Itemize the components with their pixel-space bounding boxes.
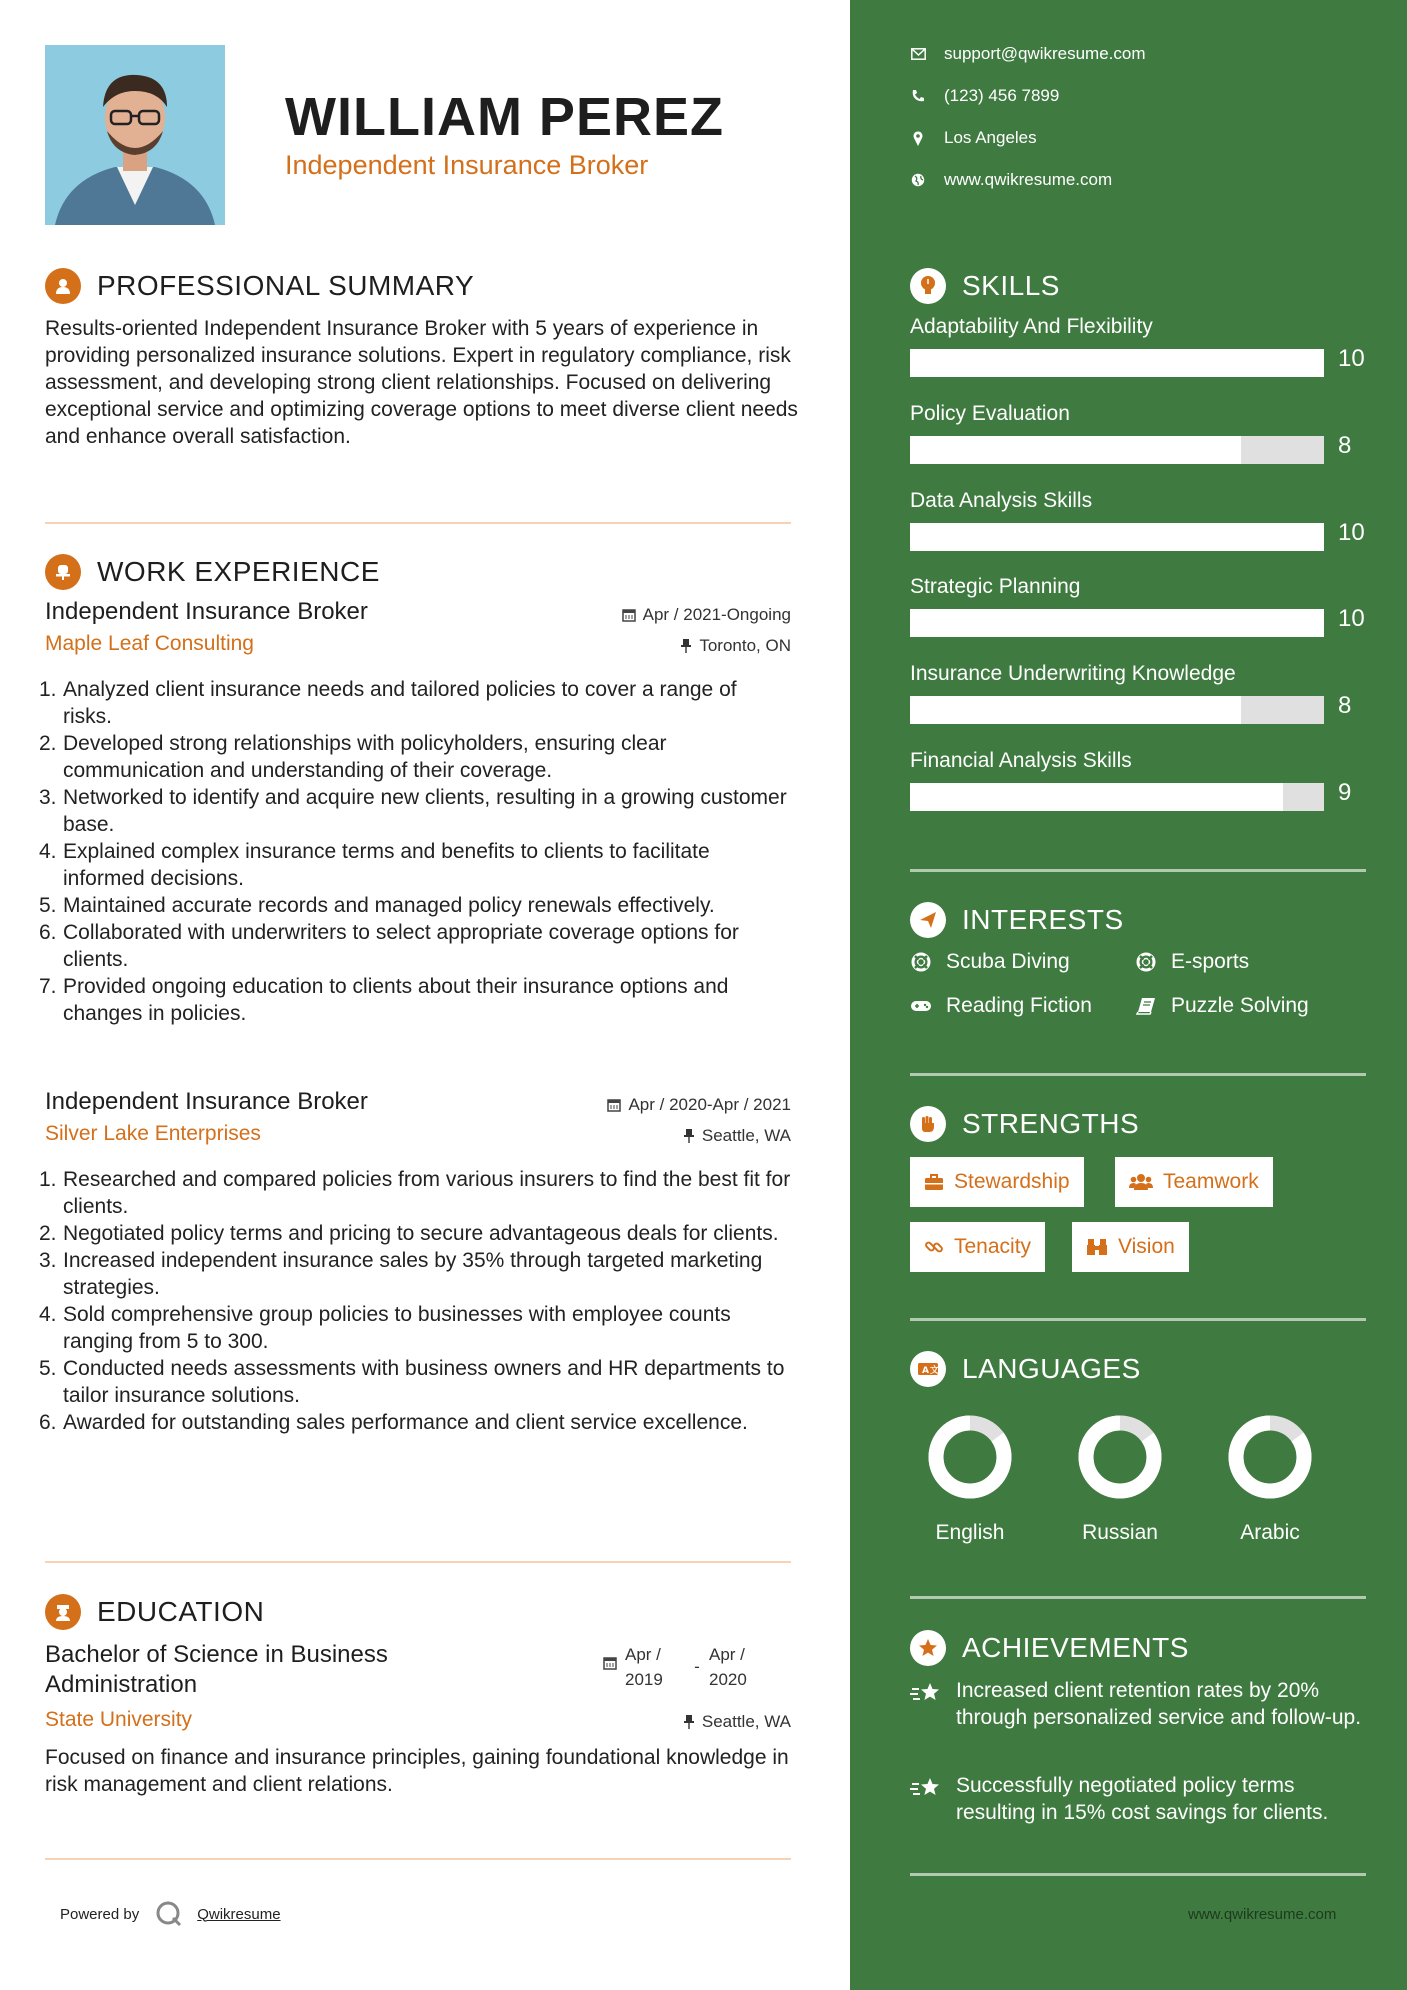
language-level-ring bbox=[1228, 1415, 1312, 1499]
achievements-title: ACHIEVEMENTS bbox=[962, 1632, 1189, 1663]
summary-text: Results-oriented Independent Insurance Broker with 5 years of experience in providing personalized insurance solutions. Expert in regulatory compliance, risk assessment, and developing strong client relationships. Focused on delivering exceptional service and optimizing coverage options to meet diverse client needs and enhance overall satisfaction. bbox=[45, 317, 798, 448]
skill-bar bbox=[910, 609, 1324, 637]
skills-heading bbox=[910, 268, 1060, 304]
section-divider bbox=[910, 869, 1366, 872]
bullet-item: 3. Increased independent insurance sales by 35% through targeted marketing strategies. bbox=[39, 1249, 763, 1299]
job-bullets bbox=[39, 676, 791, 1027]
binoculars-icon bbox=[1086, 1238, 1108, 1256]
skill-bar-fill bbox=[910, 349, 1324, 377]
bullet-item: 4. Explained complex insurance terms and benefits to clients to facilitate informed decisions. bbox=[39, 840, 710, 890]
skill-item bbox=[910, 749, 1370, 811]
achievement-item bbox=[910, 1677, 1370, 1731]
section-divider bbox=[910, 1073, 1366, 1076]
book-icon bbox=[1135, 995, 1157, 1017]
interest-label: Puzzle Solving bbox=[1171, 994, 1309, 1017]
job-location bbox=[680, 636, 791, 656]
strength-badge bbox=[1072, 1222, 1189, 1272]
education-school: State University bbox=[45, 1708, 193, 1731]
qwikresume-logo-icon bbox=[155, 1900, 183, 1928]
link-icon bbox=[924, 1237, 944, 1257]
skill-bar bbox=[910, 523, 1324, 551]
job-location bbox=[683, 1126, 791, 1146]
bullet-item: 6. Collaborated with underwriters to select appropriate coverage options for clients. bbox=[39, 921, 739, 971]
strength-label: Tenacity bbox=[954, 1235, 1032, 1258]
bullet-item: 1. Analyzed client insurance needs and tailored policies to cover a range of risks. bbox=[39, 678, 737, 728]
strengths-heading bbox=[910, 1106, 1139, 1142]
bullet-item: 5. Maintained accurate records and managed policy renewals effectively. bbox=[39, 894, 715, 917]
bullet-item: 7. Provided ongoing education to clients about their insurance options and changes in policies. bbox=[39, 975, 729, 1025]
candidate-name: WILLIAM PEREZ bbox=[285, 87, 724, 147]
section-divider bbox=[45, 522, 791, 524]
skill-name: Financial Analysis Skills bbox=[910, 749, 1132, 772]
envelope-icon bbox=[910, 46, 926, 62]
lifebuoy-icon bbox=[1135, 951, 1157, 973]
lifebuoy-icon bbox=[910, 951, 932, 973]
shooting-star-icon bbox=[910, 1677, 942, 1731]
language-level-ring bbox=[1078, 1415, 1162, 1499]
job-position: Independent Insurance Broker bbox=[45, 598, 368, 625]
job-company: Silver Lake Enterprises bbox=[45, 1122, 261, 1145]
job-entry bbox=[39, 1088, 791, 1436]
star-badge-icon bbox=[910, 1630, 946, 1666]
strength-label: Stewardship bbox=[954, 1170, 1070, 1193]
skill-bar bbox=[910, 349, 1324, 377]
language-name: Arabic bbox=[1240, 1521, 1300, 1544]
contact-phone[interactable]: (123) 456 7899 bbox=[910, 86, 1059, 106]
education-location-text: Seattle, WA bbox=[701, 1712, 791, 1731]
education-location bbox=[683, 1712, 791, 1732]
map-marker-icon bbox=[910, 130, 926, 146]
skill-item bbox=[910, 575, 1370, 637]
user-icon bbox=[45, 268, 81, 304]
candidate-title: Independent Insurance Broker bbox=[285, 150, 649, 180]
language-name: English bbox=[935, 1521, 1005, 1544]
calendar-icon bbox=[607, 1098, 621, 1112]
job-dates-text: Apr / 2020-Apr / 2021 bbox=[628, 1095, 791, 1114]
users-icon bbox=[1129, 1173, 1153, 1191]
contact-website[interactable]: www.qwikresume.com bbox=[910, 170, 1112, 190]
skill-value: 8 bbox=[1338, 432, 1352, 459]
job-position: Independent Insurance Broker bbox=[45, 1088, 368, 1115]
interest-item bbox=[910, 994, 1092, 1018]
briefcase-chair-icon bbox=[45, 554, 81, 590]
fist-icon bbox=[910, 1106, 946, 1142]
skill-item bbox=[910, 489, 1370, 551]
skill-item bbox=[910, 662, 1370, 724]
job-dates bbox=[607, 1095, 791, 1115]
skill-bar-fill bbox=[910, 523, 1324, 551]
pin-icon bbox=[683, 1129, 695, 1143]
languages-heading bbox=[910, 1351, 1141, 1387]
skill-name: Strategic Planning bbox=[910, 575, 1081, 598]
strength-badge bbox=[910, 1222, 1045, 1272]
skill-bar-fill bbox=[910, 609, 1324, 637]
skill-bar-fill bbox=[910, 436, 1241, 464]
job-dates bbox=[622, 605, 791, 625]
date-separator: - bbox=[694, 1657, 700, 1676]
bullet-item: 2. Negotiated policy terms and pricing to secure advantageous deals for clients. bbox=[39, 1222, 779, 1245]
pin-icon bbox=[683, 1715, 695, 1729]
skill-name: Data Analysis Skills bbox=[910, 489, 1093, 512]
skill-name: Insurance Underwriting Knowledge bbox=[910, 662, 1236, 685]
interest-label: Scuba Diving bbox=[946, 950, 1070, 973]
education-heading bbox=[45, 1594, 264, 1630]
footer-website[interactable]: www.qwikresume.com bbox=[1188, 1906, 1337, 1923]
skill-bar bbox=[910, 696, 1324, 724]
skill-item bbox=[910, 315, 1370, 377]
section-divider bbox=[910, 1318, 1366, 1321]
shooting-star-icon bbox=[910, 1772, 942, 1826]
skill-bar-fill bbox=[910, 783, 1283, 811]
skill-bar-fill bbox=[910, 696, 1241, 724]
svg-text:A: A bbox=[922, 1366, 929, 1376]
qwikresume-link[interactable]: Qwikresume bbox=[197, 1905, 281, 1923]
interest-item bbox=[910, 950, 1070, 974]
language-item bbox=[920, 1415, 1020, 1545]
education-degree: Bachelor of Science in Business Administration bbox=[45, 1641, 388, 1698]
interests-title: INTERESTS bbox=[962, 904, 1124, 935]
job-location-text: Seattle, WA bbox=[701, 1126, 791, 1145]
skill-value: 10 bbox=[1338, 519, 1365, 546]
skill-bar bbox=[910, 783, 1324, 811]
skill-value: 9 bbox=[1338, 779, 1352, 806]
phone-icon bbox=[910, 88, 926, 104]
strength-badge bbox=[1115, 1157, 1273, 1207]
language-name: Russian bbox=[1082, 1521, 1158, 1544]
strength-label: Vision bbox=[1118, 1235, 1175, 1258]
interest-item bbox=[1135, 950, 1249, 974]
powered-by-text: Powered by bbox=[60, 1905, 140, 1923]
education-title: EDUCATION bbox=[97, 1596, 265, 1627]
interest-item bbox=[1135, 994, 1309, 1018]
skill-bar bbox=[910, 436, 1324, 464]
strengths-title: STRENGTHS bbox=[962, 1108, 1140, 1139]
job-company: Maple Leaf Consulting bbox=[45, 632, 254, 655]
bullet-item: 4. Sold comprehensive group policies to businesses with employee counts ranging from 5 to 300. bbox=[39, 1303, 731, 1353]
graduate-icon bbox=[45, 1594, 81, 1630]
summary-heading bbox=[45, 268, 474, 304]
contact-email[interactable]: support@qwikresume.com bbox=[910, 44, 1146, 64]
section-divider bbox=[910, 1873, 1366, 1876]
interest-label: Reading Fiction bbox=[946, 994, 1092, 1017]
experience-heading bbox=[45, 554, 380, 590]
strength-badge bbox=[910, 1157, 1084, 1207]
globe-icon bbox=[910, 172, 926, 188]
job-dates-text: Apr / 2021-Ongoing bbox=[642, 605, 791, 624]
education-start: Apr / 2019 bbox=[625, 1645, 663, 1689]
bullet-item: 3. Networked to identify and acquire new clients, resulting in a growing customer base. bbox=[39, 786, 787, 836]
contact-location: Los Angeles bbox=[910, 128, 1037, 148]
translate-icon bbox=[910, 1351, 946, 1387]
paper-plane-icon bbox=[910, 902, 946, 938]
section-divider bbox=[45, 1561, 791, 1563]
skill-value: 10 bbox=[1338, 605, 1365, 632]
section-divider bbox=[910, 1596, 1366, 1599]
lightbulb-icon bbox=[910, 268, 946, 304]
achievement-item bbox=[910, 1772, 1370, 1826]
skill-name: Policy Evaluation bbox=[910, 402, 1070, 425]
sidebar bbox=[850, 0, 1407, 1990]
bullet-item: 2. Developed strong relationships with policyholders, ensuring clear communication and understanding of their coverage. bbox=[39, 732, 667, 782]
pin-icon bbox=[680, 639, 692, 653]
skill-item bbox=[910, 402, 1370, 464]
skill-value: 10 bbox=[1338, 345, 1365, 372]
section-divider bbox=[45, 1858, 791, 1860]
skills-title: SKILLS bbox=[962, 270, 1060, 301]
svg-text:文: 文 bbox=[930, 1366, 939, 1376]
job-bullets bbox=[39, 1166, 791, 1436]
job-entry bbox=[39, 598, 791, 1027]
strength-label: Teamwork bbox=[1163, 1170, 1259, 1193]
bullet-item: 5. Conducted needs assessments with business owners and HR departments to tailor insurance solutions. bbox=[39, 1357, 785, 1407]
education-description: Focused on finance and insurance principles, gaining foundational knowledge in risk management and client relations. bbox=[45, 1746, 789, 1796]
footer-powered-by bbox=[60, 1900, 281, 1928]
language-item bbox=[1220, 1415, 1320, 1545]
profile-photo bbox=[45, 45, 225, 225]
summary-title: PROFESSIONAL SUMMARY bbox=[97, 270, 475, 301]
education-dates bbox=[603, 1642, 769, 1692]
calendar-icon bbox=[622, 608, 636, 622]
calendar-icon bbox=[603, 1656, 617, 1670]
language-item bbox=[1070, 1415, 1170, 1545]
job-location-text: Toronto, ON bbox=[699, 636, 791, 655]
skill-value: 8 bbox=[1338, 692, 1352, 719]
briefcase-icon bbox=[924, 1174, 944, 1191]
experience-title: WORK EXPERIENCE bbox=[97, 556, 380, 587]
education-end: Apr / 2020 bbox=[709, 1645, 747, 1689]
achievement-text: Successfully negotiated policy terms resulting in 15% cost savings for clients. bbox=[956, 1774, 1329, 1824]
achievements-heading bbox=[910, 1630, 1189, 1666]
achievement-text: Increased client retention rates by 20% through personalized service and follow-up. bbox=[956, 1679, 1362, 1729]
language-level-ring bbox=[928, 1415, 1012, 1499]
interests-heading bbox=[910, 902, 1124, 938]
languages-title: LANGUAGES bbox=[962, 1353, 1141, 1384]
gamepad-icon bbox=[910, 995, 932, 1017]
bullet-item: 1. Researched and compared policies from various insurers to find the best fit for clients. bbox=[39, 1168, 791, 1218]
interest-label: E-sports bbox=[1171, 950, 1250, 973]
skill-name: Adaptability And Flexibility bbox=[910, 315, 1153, 338]
bullet-item: 6. Awarded for outstanding sales performance and client service excellence. bbox=[39, 1411, 748, 1434]
